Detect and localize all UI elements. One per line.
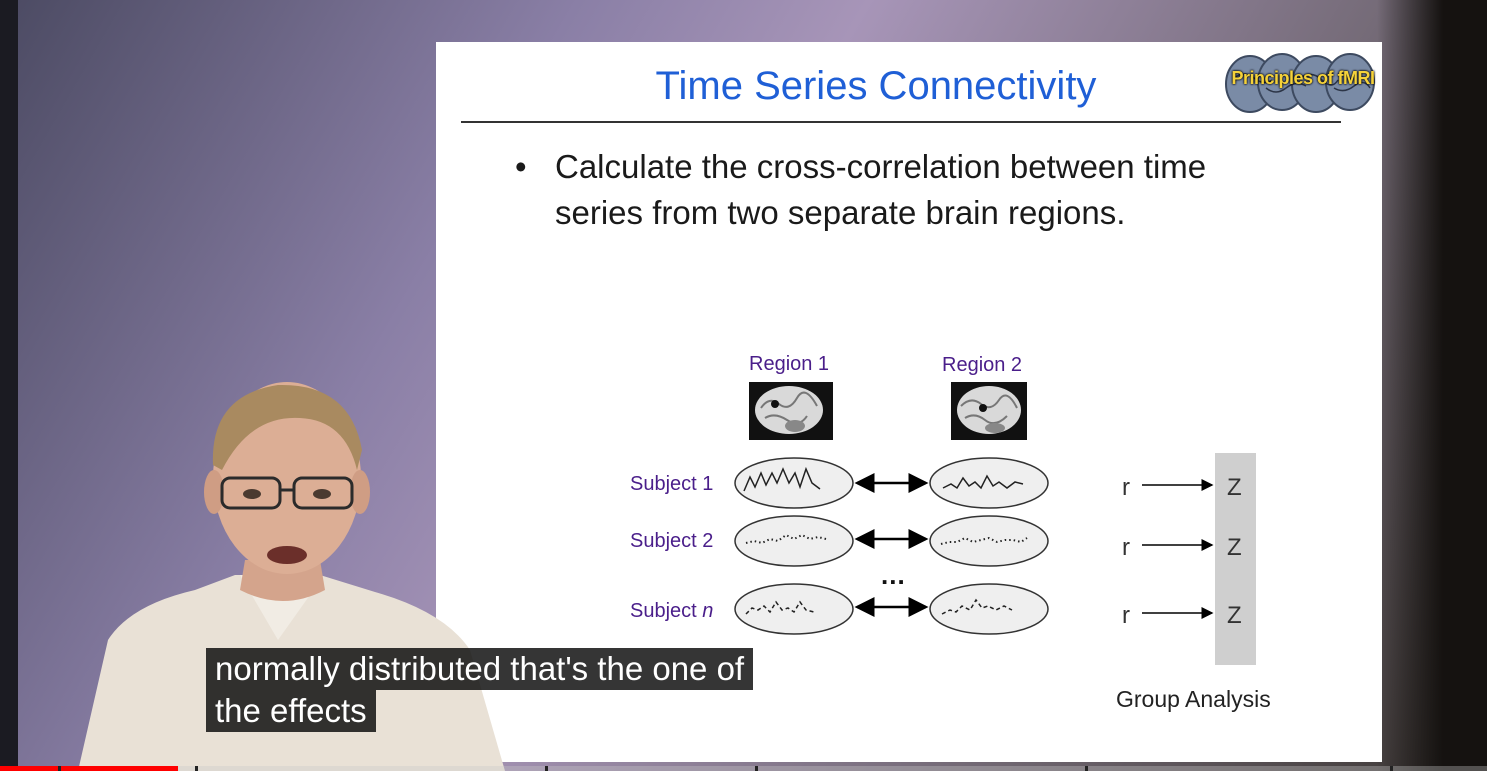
subject-n-label: Subject n [630, 600, 714, 622]
logo-text: Principles of fMRI [1231, 68, 1375, 88]
more-subjects-ellipsis: ... [881, 560, 906, 590]
region-1-label: Region 1 [749, 353, 830, 375]
r-label-n: r [1122, 602, 1130, 629]
chapter-marker [58, 766, 61, 771]
video-progress-bar[interactable] [0, 766, 1487, 771]
chapter-marker [1390, 766, 1393, 771]
group-analysis-label: Group Analysis [1116, 686, 1271, 712]
slide-title: Time Series Connectivity [655, 64, 1097, 108]
subject-2-region-1-timeseries [735, 516, 853, 566]
z-label-2: Z [1227, 534, 1242, 561]
subject-2-region-2-timeseries [930, 516, 1048, 566]
bullet-dot-icon: • [515, 148, 527, 185]
r-label-1: r [1122, 474, 1130, 501]
video-progress-played[interactable] [0, 766, 178, 771]
subject-n-region-2-timeseries [930, 584, 1048, 634]
chapter-marker [545, 766, 548, 771]
right-vignette [1377, 0, 1487, 771]
bullet-text: Calculate the cross-correlation between time series from two separate brain regions. [555, 148, 1207, 231]
subject-1-region-2-timeseries [930, 458, 1048, 508]
chapter-marker [755, 766, 758, 771]
z-label-n: Z [1227, 602, 1242, 629]
subject-1-label: Subject 1 [630, 473, 714, 495]
caption-line-2: the effects [206, 690, 376, 732]
chapter-marker [195, 766, 198, 771]
subject-2-row [735, 516, 1048, 566]
z-label-1: Z [1227, 474, 1242, 501]
subject-n-row [735, 584, 1048, 634]
subject-2-label: Subject 2 [630, 530, 714, 552]
caption-line-1: normally distributed that's the one of [206, 648, 753, 690]
chapter-marker [1085, 766, 1088, 771]
closed-captions [206, 648, 753, 732]
r-label-2: r [1122, 534, 1130, 561]
subject-1-row [735, 458, 1048, 508]
region-2-label: Region 2 [942, 354, 1023, 376]
